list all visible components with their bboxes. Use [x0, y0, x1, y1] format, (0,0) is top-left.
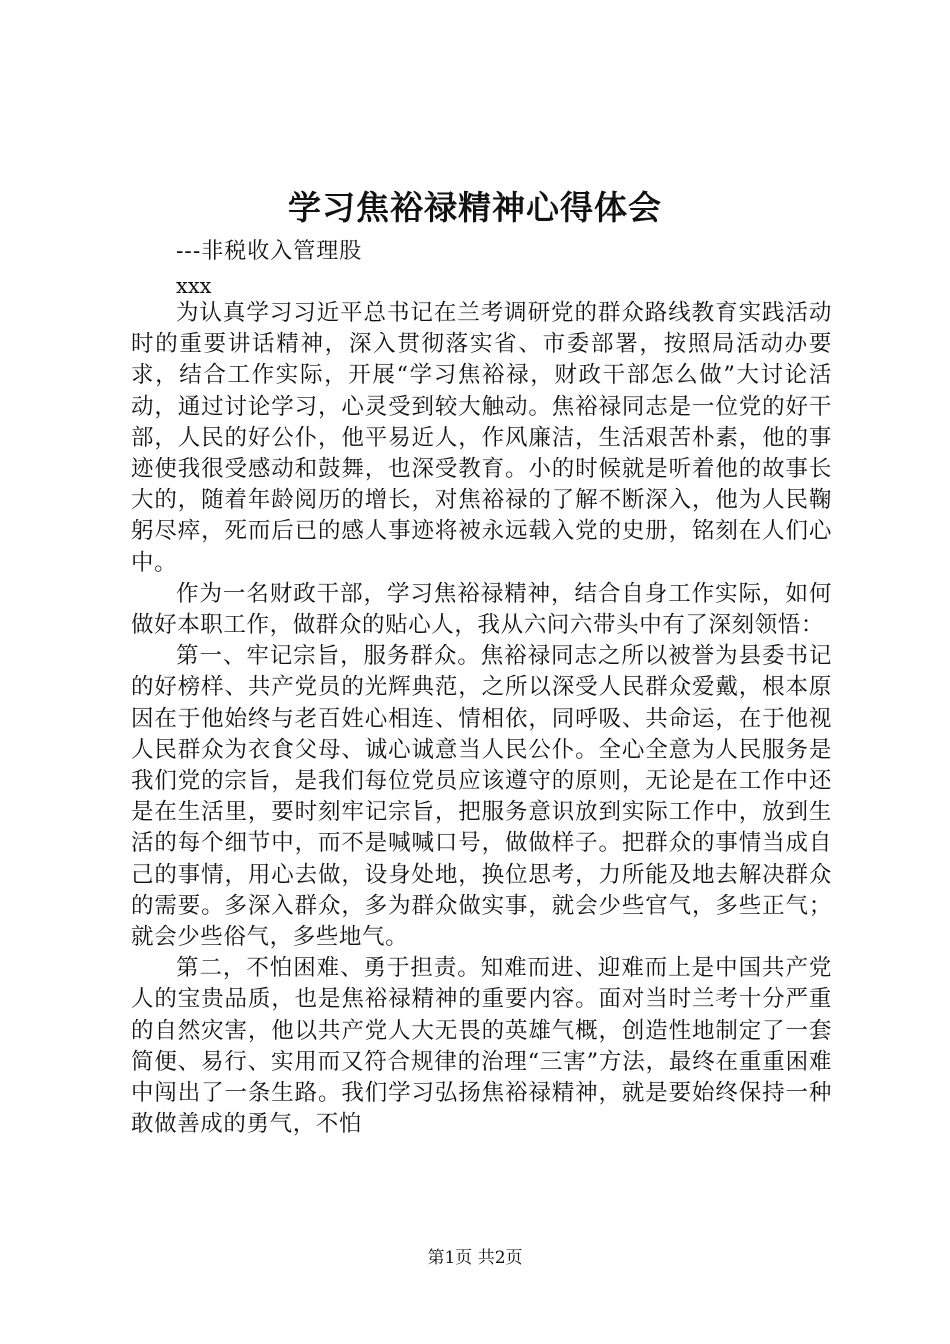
document-body: [131, 298, 832, 1140]
body-paragraph: 第二，不怕困难、勇于担责。知难而进、迎难而上是中国共产党人的宝贵品质，也是焦裕禄精神的重要内容。面对当时兰考十分严重的自然灾害，他以共产党人大无畏的英雄气概，创造性地制定了一套简便、易行、实用而又符合规律的治理“三害”方法，最终在重重困难中闯出了一条生路。我们学习弘扬焦裕禄精神，就是要始终保持一种敢做善成的勇气，不怕: [131, 955, 832, 1138]
body-paragraph: 为认真学习习近平总书记在兰考调研党的群众路线教育实践活动时的重要讲话精神，深入贯彻落实省、市委部署，按照局活动办要求，结合工作实际，开展“学习焦裕禄，财政干部怎么做”大讨论活动，通过讨论学习，心灵受到较大触动。焦裕禄同志是一位党的好干部，人民的好公仆，他平易近人，作风廉洁，生活艰苦朴素，他的事迹使我很受感动和鼓舞，也深受教育。小的时候就是听着他的故事长大的，随着年龄阅历的增长，对焦裕禄的了解不断深入，他为人民鞠躬尽瘁，死而后已的感人事迹将被永远载入党的史册，铭刻在人们心中。: [131, 300, 832, 576]
body-paragraph: 作为一名财政干部，学习焦裕禄精神，结合自身工作实际，如何做好本职工作，做群众的贴心人，我从六问六带头中有了深刻领悟：: [131, 580, 832, 639]
document-subtitle: ---非税收入管理股: [176, 239, 363, 264]
document-author: xxx: [176, 274, 212, 298]
document-title: 学习焦裕禄精神心得体会: [288, 188, 662, 227]
body-paragraph: 第一、牢记宗旨，服务群众。焦裕禄同志之所以被誉为县委书记的好榜样、共产党员的光辉典范，之所以深受人民群众爱戴，根本原因在于他始终与老百姓心相连、情相依，同呼吸、共命运，在于他视人民群众为衣食父母、诚心诚意当人民公仆。全心全意为人民服务是我们党的宗旨，是我们每位党员应该遵守的原则，无论是在工作中还是在生活里，要时刻牢记宗旨，把服务意识放到实际工作中，放到生活的每个细节中，而不是喊喊口号，做做样子。把群众的事情当成自己的事情，用心去做，设身处地，换位思考，力所能及地去解决群众的需要。多深入群众，多为群众做实事，就会少些官气，多些正气；就会少些俗气，多些地气。: [131, 643, 832, 951]
page-footer: 第1页 共2页: [427, 1248, 523, 1268]
